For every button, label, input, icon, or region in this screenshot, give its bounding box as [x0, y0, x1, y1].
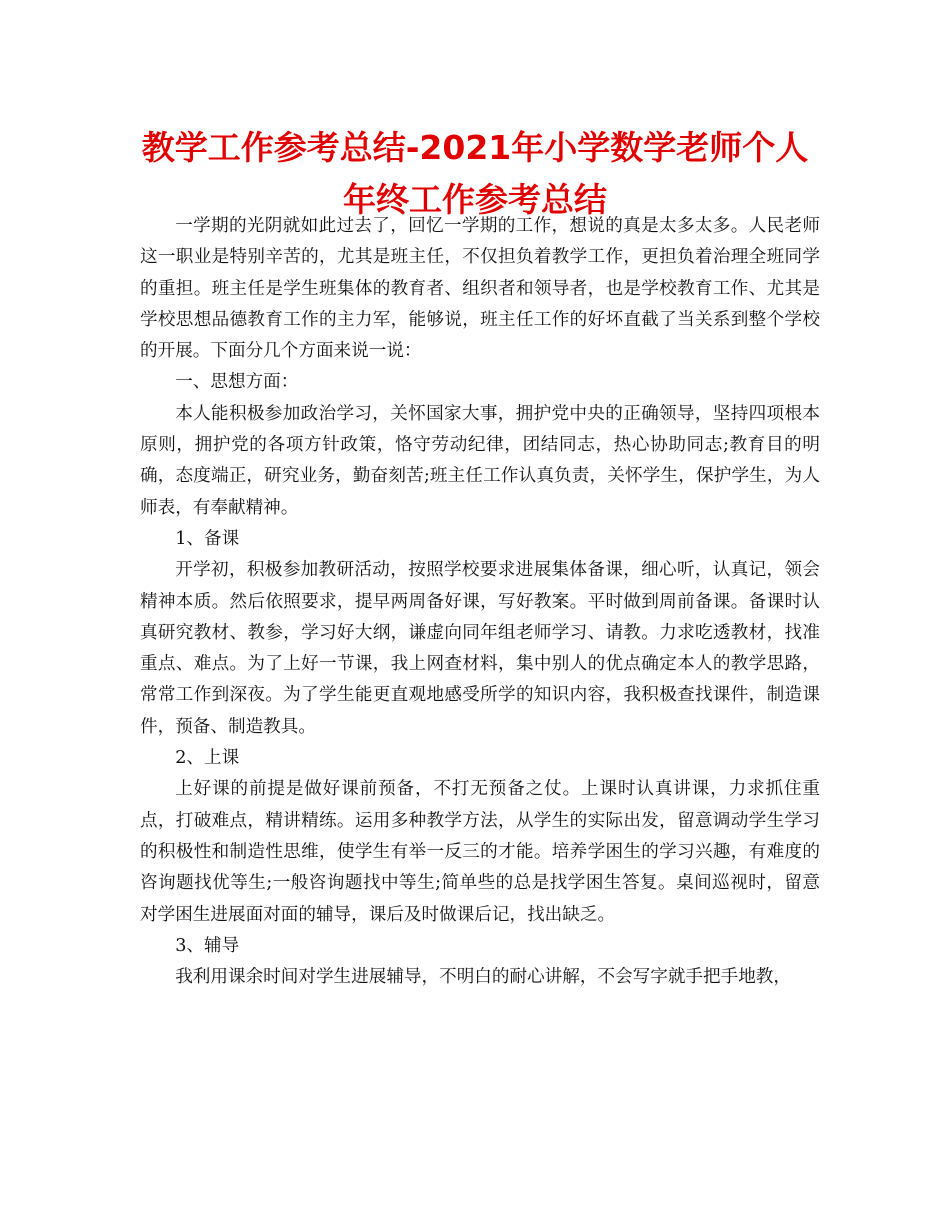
- section-heading-thought: 一、思想方面：: [175, 372, 299, 393]
- intro-paragraph: 一学期的光阴就如此过去了，回忆一学期的工作，想说的真是太多太多。人民老师这一职业是特别辛苦的，尤其是班主任，不仅担负着教学工作，更担负着治理全班同学的重担。班主任是学生班集体的教育者、组织者和领导者，也是学校教育工作、尤其是学校思想品德教育工作的主力军，能够说，班主任工作的好坏直截了当关系到整个学校的开展。下面分几个方面来说一说：: [140, 216, 820, 362]
- section-heading-lesson-prep: 1、备课: [175, 528, 240, 549]
- lesson-prep-paragraph: 开学初，积极参加教研活动，按照学校要求进展集体备课，细心听，认真记，领会精神本质。然后依照要求，提早两周备好课，写好教案。平时做到周前备课。备课时认真研究教材、教参，学习好大纲，谦虚向同年组老师学习、请教。力求吃透教材，找准重点、难点。为了上好一节课，我上网查材料，集中别人的优点确定本人的教学思路，常常工作到深夜。为了学生能更直观地感受所学的知识内容，我积极查找课件，制造课件，预备、制造教具。: [140, 560, 820, 737]
- teaching-paragraph: 上好课的前提是做好课前预备，不打无预备之仗。上课时认真讲课，力求抓住重点，打破难点，精讲精练。运用多种教学方法，从学生的实际出发，留意调动学生学习的积极性和制造性思维，使学生有举一反三的才能。培养学困生的学习兴趣，有难度的咨询题找优等生;一般咨询题找中等生;简单些的总是找学困生答复。桌间巡视时，留意对学困生进展面对面的辅导，课后及时做课后记，找出缺乏。: [140, 779, 820, 925]
- thought-paragraph: 本人能积极参加政治学习，关怀国家大事，拥护党中央的正确领导，坚持四项根本原则，拥护党的各项方针政策，恪守劳动纪律，团结同志，热心协助同志;教育目的明确，态度端正，研究业务，勤奋刻苦;班主任工作认真负责，关怀学生，保护学生，为人师表，有奉献精神。: [140, 403, 820, 518]
- tutoring-paragraph: 我利用课余时间对学生进展辅导，不明白的耐心讲解，不会写字就手把手地教，: [175, 967, 791, 988]
- section-heading-teaching: 2、上课: [175, 748, 240, 769]
- document-body: [140, 211, 820, 993]
- document-title: 教学工作参考总结-2021年小学数学老师个人年终工作参考总结: [141, 128, 809, 219]
- section-heading-tutoring: 3、辅导: [175, 935, 240, 956]
